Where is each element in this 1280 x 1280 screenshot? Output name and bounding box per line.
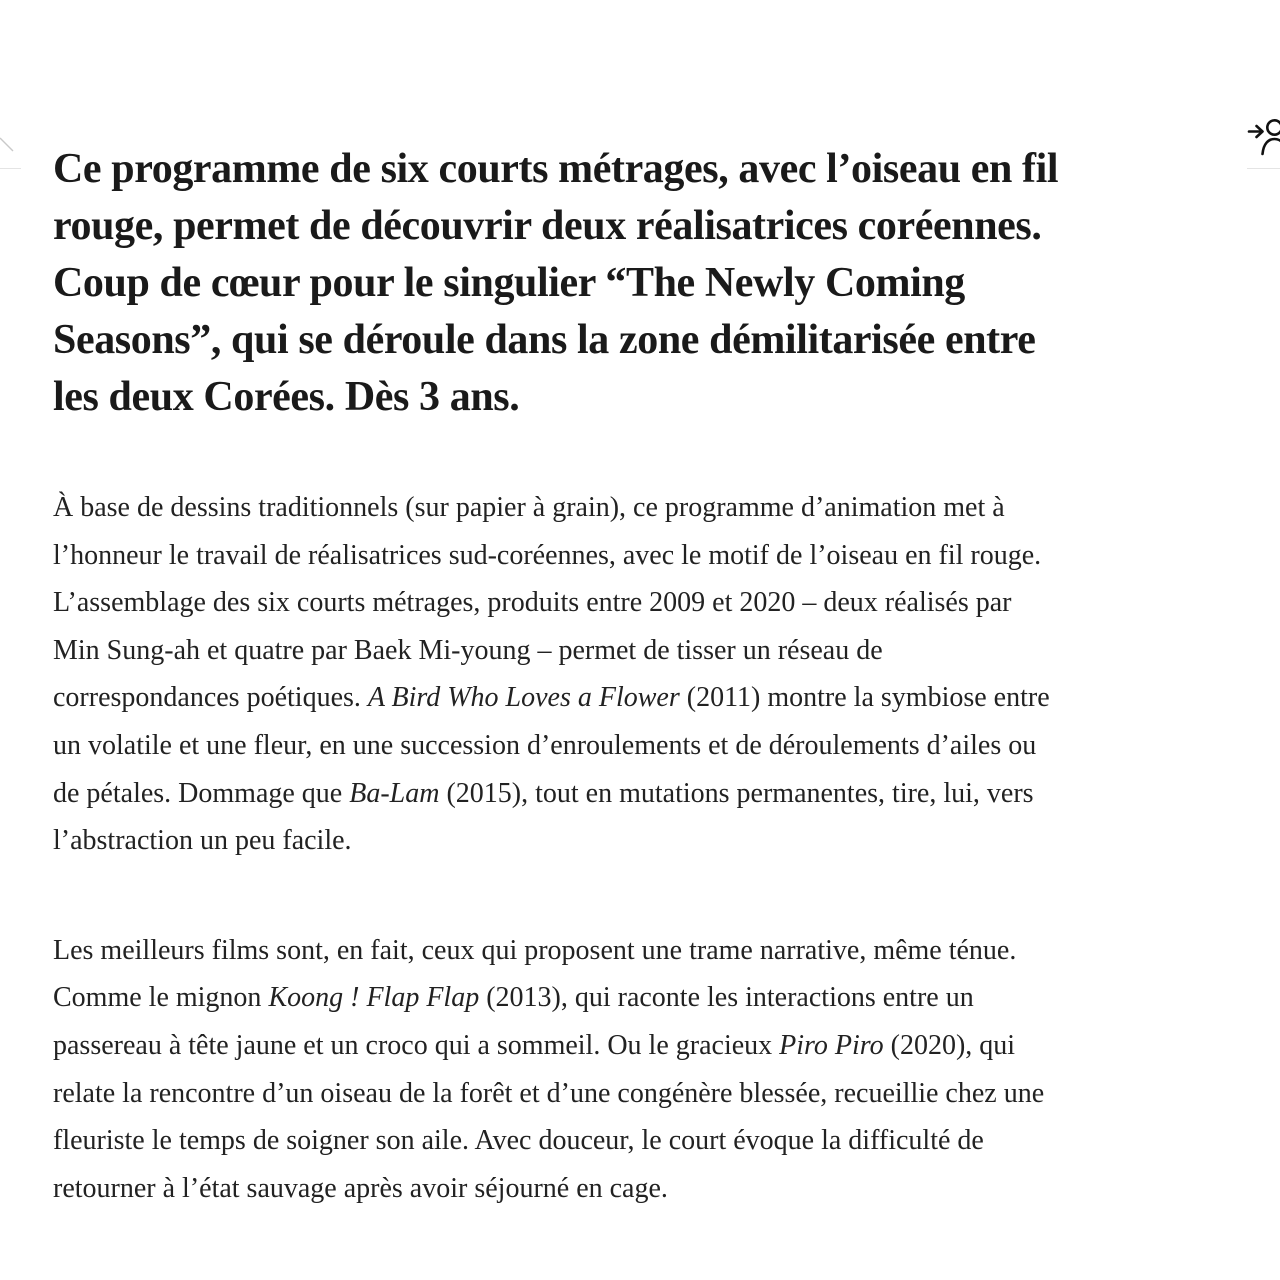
article-standfirst [53,141,1233,426]
follow-author-button[interactable] [1247,116,1280,158]
text-line: Seasons”, qui se déroule dans la zone démilitarisée entre [53,317,1036,363]
text-line: l’honneur le travail de réalisatrices sud-coréennes, avec le motif de l’oiseau en fil rouge. [53,539,1042,571]
text-line: Comme le mignon Koong ! Flap Flap (2013), qui raconte les interactions entre un [53,982,974,1014]
text-line: l’abstraction un peu facile. [53,825,352,857]
article-body [53,0,1233,1212]
text-line: relate la rencontre d’un oiseau de la forêt et d’une congénère blessée, recueillie chez une [53,1077,1045,1109]
text-line: Les meilleurs films sont, en fait, ceux qui proposent une trame narrative, même ténue. [53,934,1017,966]
text-line: fleuriste le temps de soigner son aile. Avec douceur, le court évoque la difficulté de [53,1125,984,1157]
arrow-to-person-icon [1247,116,1280,158]
text-line: Min Sung-ah et quatre par Baek Mi-young – permet de tisser un réseau de [53,634,883,666]
left-edge-hairline [0,168,21,169]
left-edge-decorative-stroke [0,136,16,154]
article-paragraph-1 [53,484,1233,865]
text-line: de pétales. Dommage que Ba-Lam (2015), tout en mutations permanentes, tire, lui, vers [53,777,1034,809]
right-edge-hairline [1247,168,1280,169]
text-line: un volatile et une fleur, en une succession d’enroulements et de déroulements d’ailes ou [53,729,1037,761]
article-paragraph-2 [53,927,1233,1213]
text-line: rouge, permet de découvrir deux réalisatrices coréennes. [53,203,1042,249]
text-line: À base de dessins traditionnels (sur papier à grain), ce programme d’animation met à [53,492,1005,523]
text-line: retourner à l’état sauvage après avoir séjourné en cage. [53,1172,668,1204]
text-line: passereau à tête jaune et un croco qui a sommeil. Ou le gracieux Piro Piro (2020), qui [53,1029,1016,1061]
text-line: L’assemblage des six courts métrages, produits entre 2009 et 2020 – deux réalisés par [53,587,1012,619]
text-line: les deux Corées. Dès 3 ans. [53,374,520,420]
text-line: correspondances poétiques. A Bird Who Loves a Flower (2011) montre la symbiose entre [53,682,1050,714]
text-line: Coup de cœur pour le singulier “The Newly Coming [53,260,965,306]
text-line: Ce programme de six courts métrages, avec l’oiseau en fil [53,146,1059,192]
